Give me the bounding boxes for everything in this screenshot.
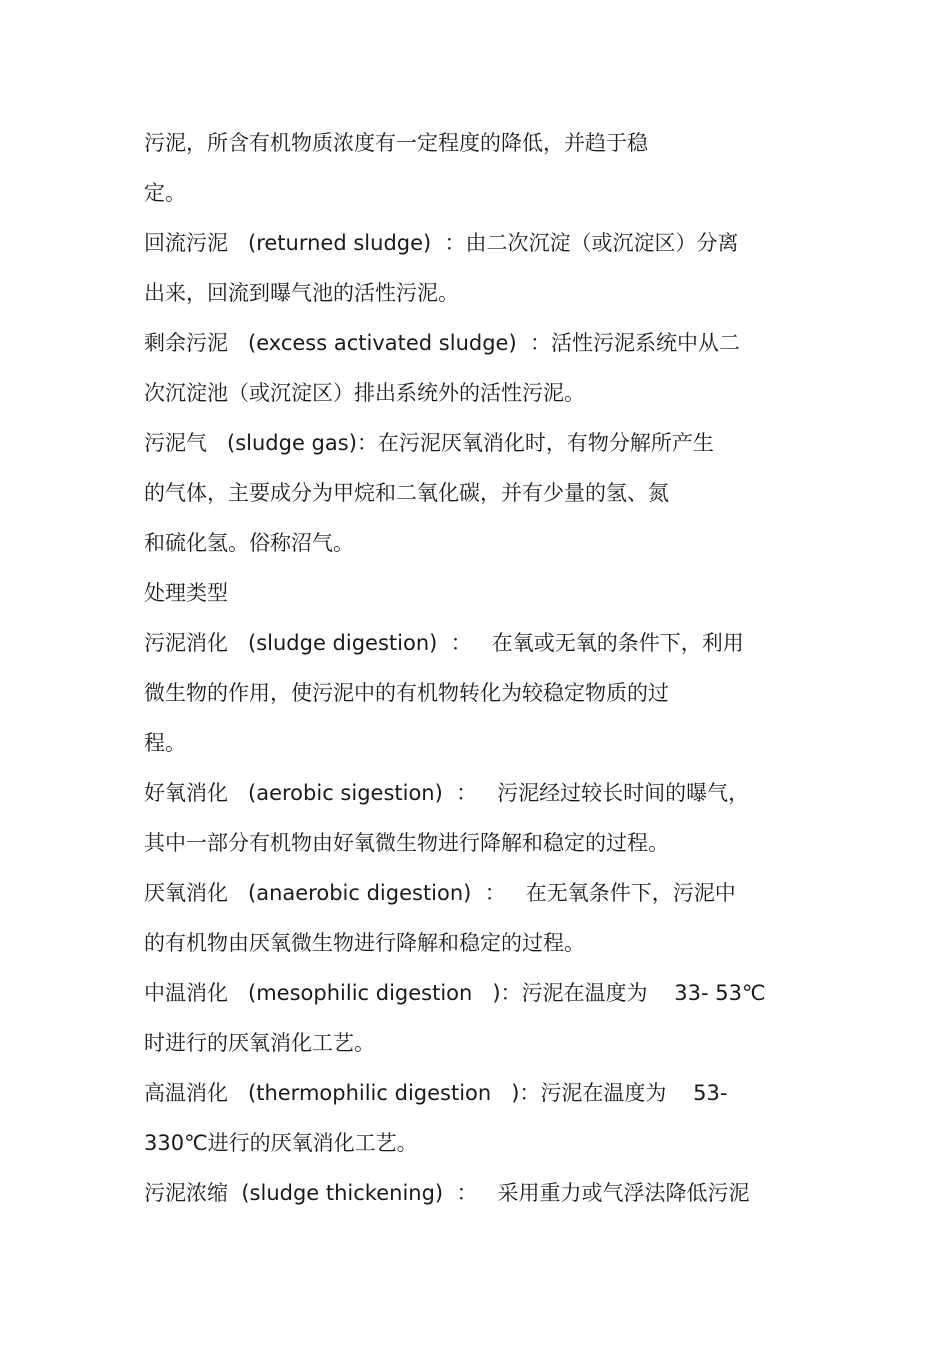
text-line: 污泥气 (sludge gas)：在污泥厌氧消化时，有物分解所产生	[144, 431, 714, 455]
text-line: 的有机物由厌氧微生物进行降解和稳定的过程。	[144, 931, 585, 955]
text-line: 好氧消化 (aerobic sigestion) ： 污泥经过较长时间的曝气，	[144, 781, 750, 805]
text-line: 高温消化 (thermophilic digestion )：污泥在温度为 53-	[144, 1081, 728, 1105]
text-line: 时进行的厌氧消化工艺。	[144, 1031, 375, 1055]
text-line: 程。	[144, 731, 186, 755]
text-line: 次沉淀池（或沉淀区）排出系统外的活性污泥。	[144, 381, 585, 405]
text-line: 微生物的作用，使污泥中的有机物转化为较稳定物质的过	[144, 681, 669, 705]
text-line: 回流污泥 (returned sludge) ：由二次沉淀（或沉淀区）分离	[144, 231, 739, 255]
text-line: 污泥浓缩 (sludge thickening) ： 采用重力或气浮法降低污泥	[144, 1181, 750, 1205]
text-line: 和硫化氢。俗称沼气。	[144, 531, 354, 555]
text-line: 定。	[144, 181, 186, 205]
text-line: 厌氧消化 (anaerobic digestion) ： 在无氧条件下，污泥中	[144, 881, 736, 905]
text-line: 其中一部分有机物由好氧微生物进行降解和稳定的过程。	[144, 831, 669, 855]
text-line: 污泥，所含有机物质浓度有一定程度的降低，并趋于稳	[144, 131, 648, 155]
text-line: 的气体，主要成分为甲烷和二氧化碳，并有少量的氢、氮	[144, 481, 669, 505]
text-line: 330℃进行的厌氧消化工艺。	[144, 1131, 418, 1155]
section-heading: 处理类型	[144, 581, 228, 605]
text-line: 中温消化 (mesophilic digestion )：污泥在温度为 33- 53℃	[144, 981, 766, 1005]
text-line: 剩余污泥 (excess activated sludge) ：活性污泥系统中从二	[144, 331, 740, 355]
text-line: 出来，回流到曝气池的活性污泥。	[144, 281, 459, 305]
text-line: 污泥消化 (sludge digestion) ： 在氧或无氧的条件下，利用	[144, 631, 744, 655]
